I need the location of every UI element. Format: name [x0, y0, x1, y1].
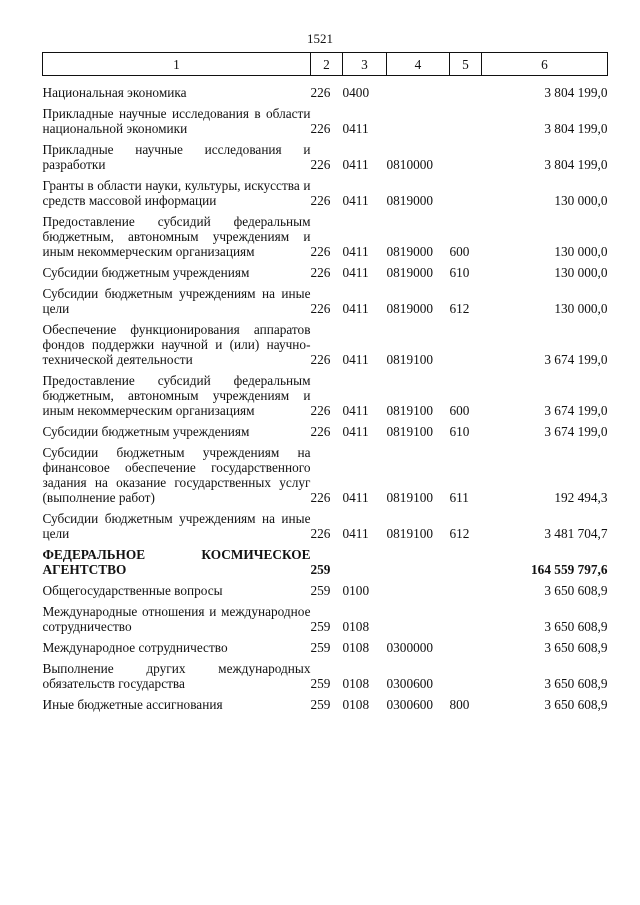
- row-section-code: 0411: [342, 301, 369, 316]
- column-header: 2: [311, 53, 343, 76]
- row-amount: 3 674 199,0: [544, 352, 608, 367]
- row-section-code: 0411: [342, 490, 369, 505]
- row-amount: 130 000,0: [554, 265, 608, 280]
- row-expense-type: [450, 82, 482, 103]
- row-expense-type: [450, 601, 482, 637]
- row-name: Общегосударственные вопросы: [42, 583, 223, 598]
- row-ved-code: 226: [310, 244, 331, 259]
- row-expense-type: [450, 544, 482, 580]
- row-section-code: 0411: [342, 265, 369, 280]
- row-target-code: [387, 601, 450, 637]
- table-row: [43, 601, 608, 637]
- row-section-code: 0411: [342, 244, 369, 259]
- row-section-code: 0411: [342, 403, 369, 418]
- row-ved-code: 226: [310, 301, 331, 316]
- table-row: [43, 211, 608, 262]
- row-amount: 3 674 199,0: [544, 424, 608, 439]
- row-ved-code: 259: [310, 562, 331, 577]
- row-target-code: [387, 103, 450, 139]
- row-target-code: 0819100: [386, 352, 434, 367]
- row-expense-type: [450, 637, 482, 658]
- row-name: Субсидии бюджетным учреждениям на иные цели: [42, 286, 311, 316]
- row-name: Выполнение других международных обязательств государства: [42, 661, 311, 691]
- row-ved-code: 226: [310, 265, 331, 280]
- row-section-code: 0108: [342, 640, 370, 655]
- row-amount: 130 000,0: [554, 244, 608, 259]
- row-ved-code: 226: [310, 157, 331, 172]
- row-target-code: 0300600: [386, 676, 434, 691]
- row-target-code: 0300000: [386, 640, 434, 655]
- row-amount: 130 000,0: [554, 301, 608, 316]
- table-row: [43, 139, 608, 175]
- row-section-code: 0100: [342, 583, 370, 598]
- table-row: [43, 637, 608, 658]
- column-header: 6: [482, 53, 608, 76]
- table-header-row: [43, 53, 608, 76]
- table-row: [43, 262, 608, 283]
- row-section-code: 0108: [342, 619, 370, 634]
- row-name: Международное сотрудничество: [42, 640, 228, 655]
- page-number: 1521: [307, 31, 333, 46]
- table-row: [43, 694, 608, 715]
- row-ved-code: 226: [310, 352, 331, 367]
- row-name: Субсидии бюджетным учреждениям на иные цели: [42, 511, 311, 541]
- table-row: [43, 82, 608, 103]
- row-expense-type: 600: [449, 403, 470, 418]
- table-row: [43, 544, 608, 580]
- row-ved-code: 226: [310, 424, 331, 439]
- row-expense-type: [450, 175, 482, 211]
- row-section-code: 0411: [342, 121, 369, 136]
- row-expense-type: 611: [449, 490, 469, 505]
- row-target-code: 0819000: [386, 265, 434, 280]
- row-name: Национальная экономика: [42, 85, 187, 100]
- row-amount: 3 804 199,0: [544, 85, 608, 100]
- row-ved-code: 259: [310, 697, 331, 712]
- row-amount: 3 804 199,0: [544, 121, 608, 136]
- row-name: Субсидии бюджетным учреждениям: [42, 265, 250, 280]
- row-target-code: 0819100: [386, 526, 434, 541]
- row-name: Прикладные научные исследования в области национальной экономики: [42, 106, 311, 136]
- row-amount: 3 804 199,0: [544, 157, 608, 172]
- column-header: 5: [450, 53, 482, 76]
- row-expense-type: 610: [449, 424, 470, 439]
- row-amount: 3 650 608,9: [544, 640, 608, 655]
- row-ved-code: 226: [310, 403, 331, 418]
- row-ved-code: 226: [310, 490, 331, 505]
- table-row: [43, 508, 608, 544]
- row-expense-type: 610: [449, 265, 470, 280]
- row-target-code: 0819100: [386, 424, 434, 439]
- row-amount: 164 559 797,6: [531, 562, 608, 577]
- table-row: [43, 103, 608, 139]
- row-section-code: [343, 544, 387, 580]
- budget-table: [42, 52, 608, 715]
- column-header: 1: [43, 53, 311, 76]
- row-ved-code: 259: [310, 676, 331, 691]
- row-amount: 3 481 704,7: [544, 526, 608, 541]
- column-header: 3: [343, 53, 387, 76]
- row-ved-code: 259: [310, 640, 331, 655]
- row-expense-type: [450, 103, 482, 139]
- row-section-code: 0411: [342, 193, 369, 208]
- row-target-code: [387, 580, 450, 601]
- row-name: ФЕДЕРАЛЬНОЕ КОСМИЧЕСКОЕ АГЕНТСТВО: [42, 547, 311, 577]
- row-ved-code: 259: [310, 619, 331, 634]
- row-expense-type: [450, 319, 482, 370]
- row-amount: 3 650 608,9: [544, 583, 608, 598]
- table-row: [43, 442, 608, 508]
- row-name: Предоставление субсидий федеральным бюджетным, автономным учреждениям и иным некоммерческим организациям: [42, 214, 311, 259]
- row-name: Международные отношения и международное сотрудничество: [42, 604, 311, 634]
- row-ved-code: 226: [310, 193, 331, 208]
- table-row: [43, 175, 608, 211]
- column-header: 4: [387, 53, 450, 76]
- table-body: [43, 76, 608, 716]
- row-amount: 3 650 608,9: [544, 697, 608, 712]
- row-target-code: 0819100: [386, 403, 434, 418]
- table-row: [43, 580, 608, 601]
- row-target-code: 0819000: [386, 301, 434, 316]
- row-expense-type: [450, 580, 482, 601]
- row-name: Иные бюджетные ассигнования: [42, 697, 223, 712]
- row-section-code: 0411: [342, 352, 369, 367]
- table-row: [43, 421, 608, 442]
- row-amount: 3 650 608,9: [544, 676, 608, 691]
- row-expense-type: 612: [449, 526, 470, 541]
- table-row: [43, 283, 608, 319]
- row-expense-type: [450, 139, 482, 175]
- row-section-code: 0400: [342, 85, 370, 100]
- row-section-code: 0411: [342, 526, 369, 541]
- row-expense-type: 600: [449, 244, 470, 259]
- row-ved-code: 226: [310, 121, 331, 136]
- row-name: Прикладные научные исследования и разработки: [42, 142, 311, 172]
- row-target-code: [387, 544, 450, 580]
- row-section-code: 0108: [342, 676, 370, 691]
- row-expense-type: 612: [449, 301, 470, 316]
- row-amount: 3 674 199,0: [544, 403, 608, 418]
- row-ved-code: 226: [310, 526, 331, 541]
- table-row: [43, 658, 608, 694]
- row-name: Предоставление субсидий федеральным бюджетным, автономным учреждениям и иным некоммерческим организациям: [42, 373, 311, 418]
- table-row: [43, 319, 608, 370]
- row-ved-code: 226: [310, 85, 331, 100]
- row-section-code: 0411: [342, 157, 369, 172]
- row-target-code: [387, 82, 450, 103]
- row-expense-type: [450, 658, 482, 694]
- row-target-code: 0300600: [386, 697, 434, 712]
- row-section-code: 0108: [342, 697, 370, 712]
- row-name: Обеспечение функционирования аппаратов фондов поддержки научной и (или) научно-технической деятельности: [42, 322, 311, 367]
- row-amount: 3 650 608,9: [544, 619, 608, 634]
- row-target-code: 0819000: [386, 193, 434, 208]
- row-target-code: 0819100: [386, 490, 434, 505]
- row-name: Гранты в области науки, культуры, искусства и средств массовой информации: [42, 178, 311, 208]
- row-section-code: 0411: [342, 424, 369, 439]
- row-amount: 130 000,0: [554, 193, 608, 208]
- row-amount: 192 494,3: [554, 490, 608, 505]
- row-name: Субсидии бюджетным учреждениям на финансовое обеспечение государственного задания на оказание государственных услуг (выполнение работ): [42, 445, 311, 505]
- row-name: Субсидии бюджетным учреждениям: [42, 424, 250, 439]
- row-target-code: 0819000: [386, 244, 434, 259]
- row-ved-code: 259: [310, 583, 331, 598]
- row-target-code: 0810000: [386, 157, 434, 172]
- row-expense-type: 800: [449, 697, 470, 712]
- table-row: [43, 370, 608, 421]
